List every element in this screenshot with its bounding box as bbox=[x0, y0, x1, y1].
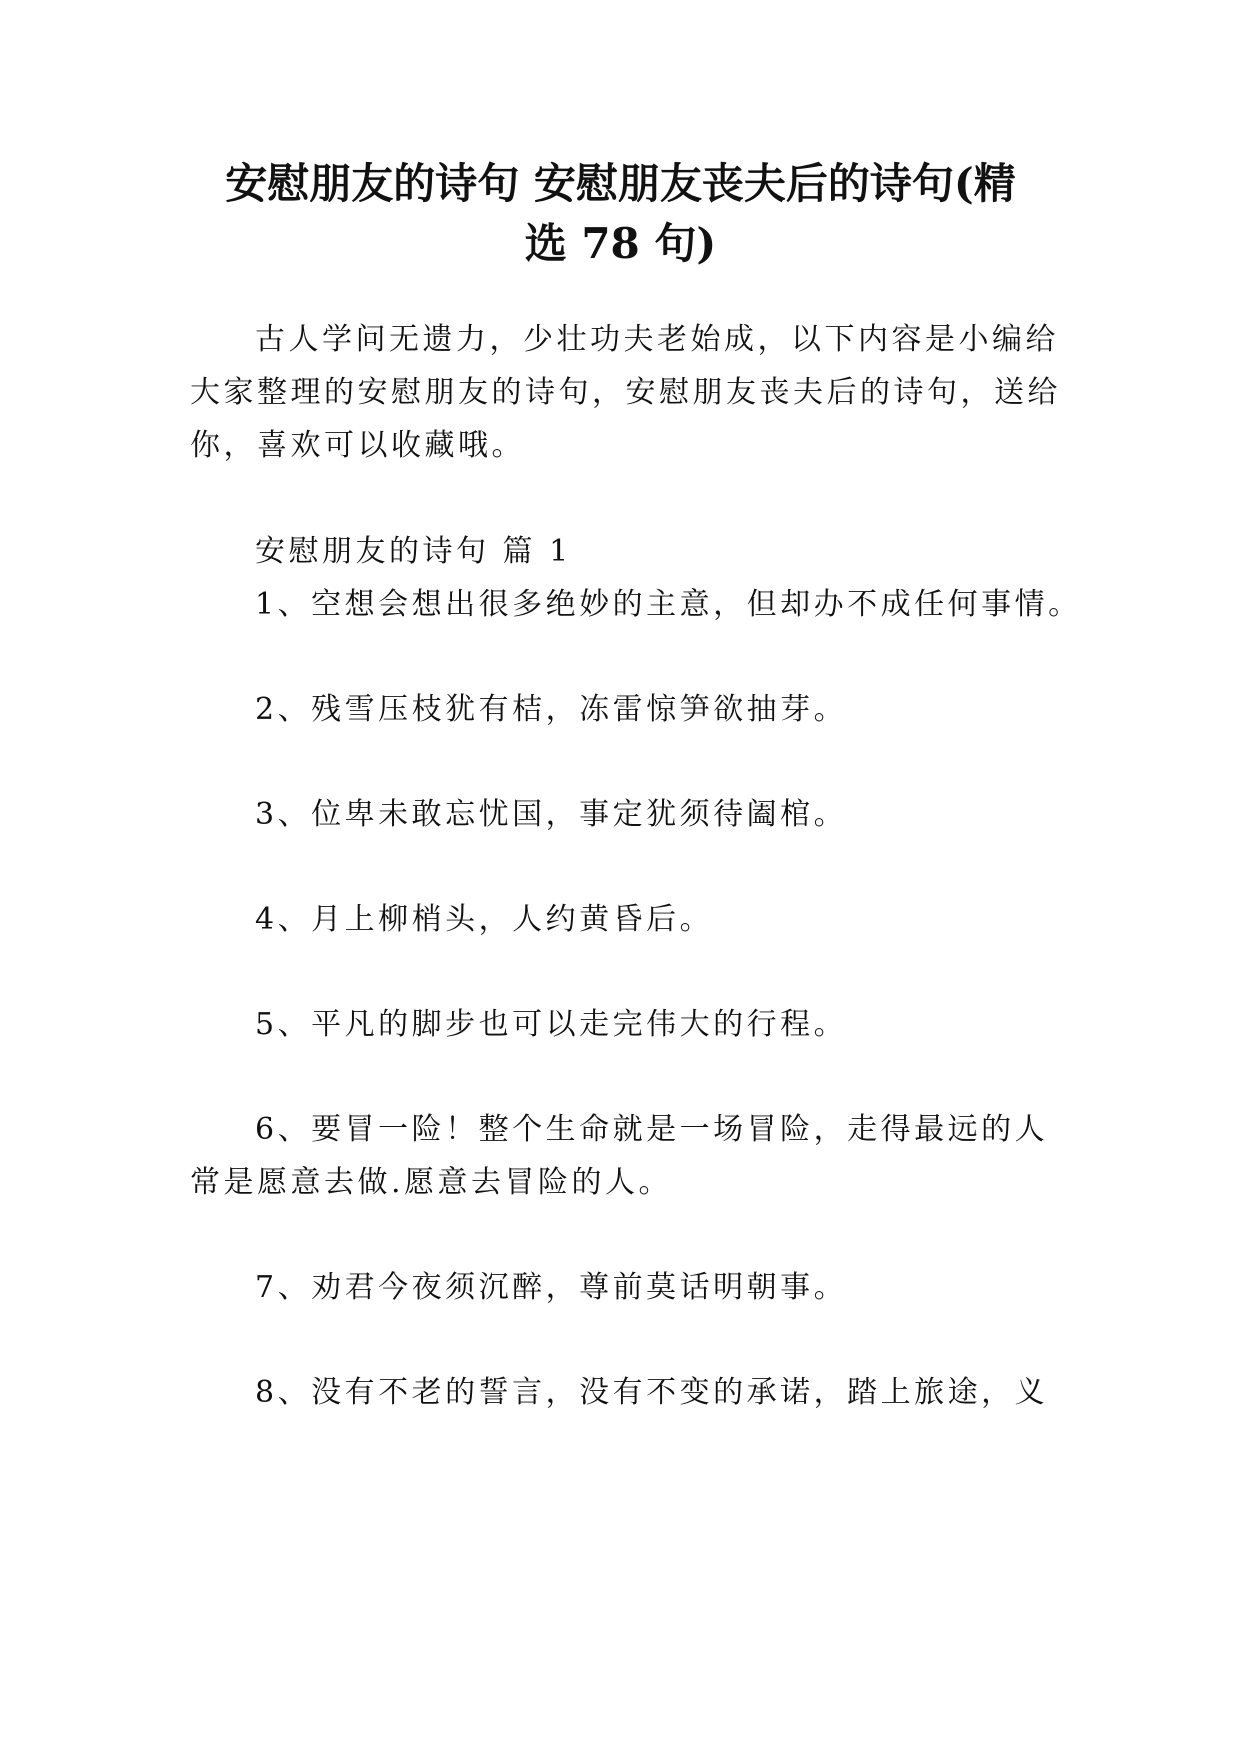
intro-line-2: 大家整理的安慰朋友的诗句，安慰朋友丧夫后的诗句，送给 bbox=[190, 375, 1061, 410]
list-item-7: 7、劝君今夜须沉醉，尊前莫话明朝事。 bbox=[255, 1270, 848, 1305]
list-item-2: 2、残雪压枝犹有桔，冻雷惊笋欲抽芽。 bbox=[255, 692, 848, 727]
intro-line-1: 古人学问无遗力，少壮功夫老始成，以下内容是小编给 bbox=[255, 322, 1059, 357]
list-item-4: 4、月上柳梢头，人约黄昏后。 bbox=[255, 902, 714, 937]
list-item-6-line-1: 6、要冒一险！整个生命就是一场冒险，走得最远的人 bbox=[255, 1112, 1049, 1147]
list-item-6-line-2: 常是愿意去做.愿意去冒险的人。 bbox=[190, 1165, 673, 1200]
list-item-5: 5、平凡的脚步也可以走完伟大的行程。 bbox=[255, 1007, 848, 1042]
document-title-line-1: 安慰朋友的诗句 安慰朋友丧夫后的诗句(精 bbox=[225, 159, 1016, 208]
document-title-line-2: 选 78 句) bbox=[524, 219, 717, 268]
list-item-3: 3、位卑未敢忘忧国，事定犹须待阖棺。 bbox=[255, 797, 848, 832]
list-item-1: 1、空想会想出很多绝妙的主意，但却办不成任何事情。 bbox=[255, 587, 1082, 622]
intro-line-3: 你，喜欢可以收藏哦。 bbox=[190, 428, 525, 463]
section-heading: 安慰朋友的诗句 篇 1 bbox=[255, 534, 572, 569]
list-item-8: 8、没有不老的誓言，没有不变的承诺，踏上旅途，义 bbox=[255, 1375, 1049, 1410]
